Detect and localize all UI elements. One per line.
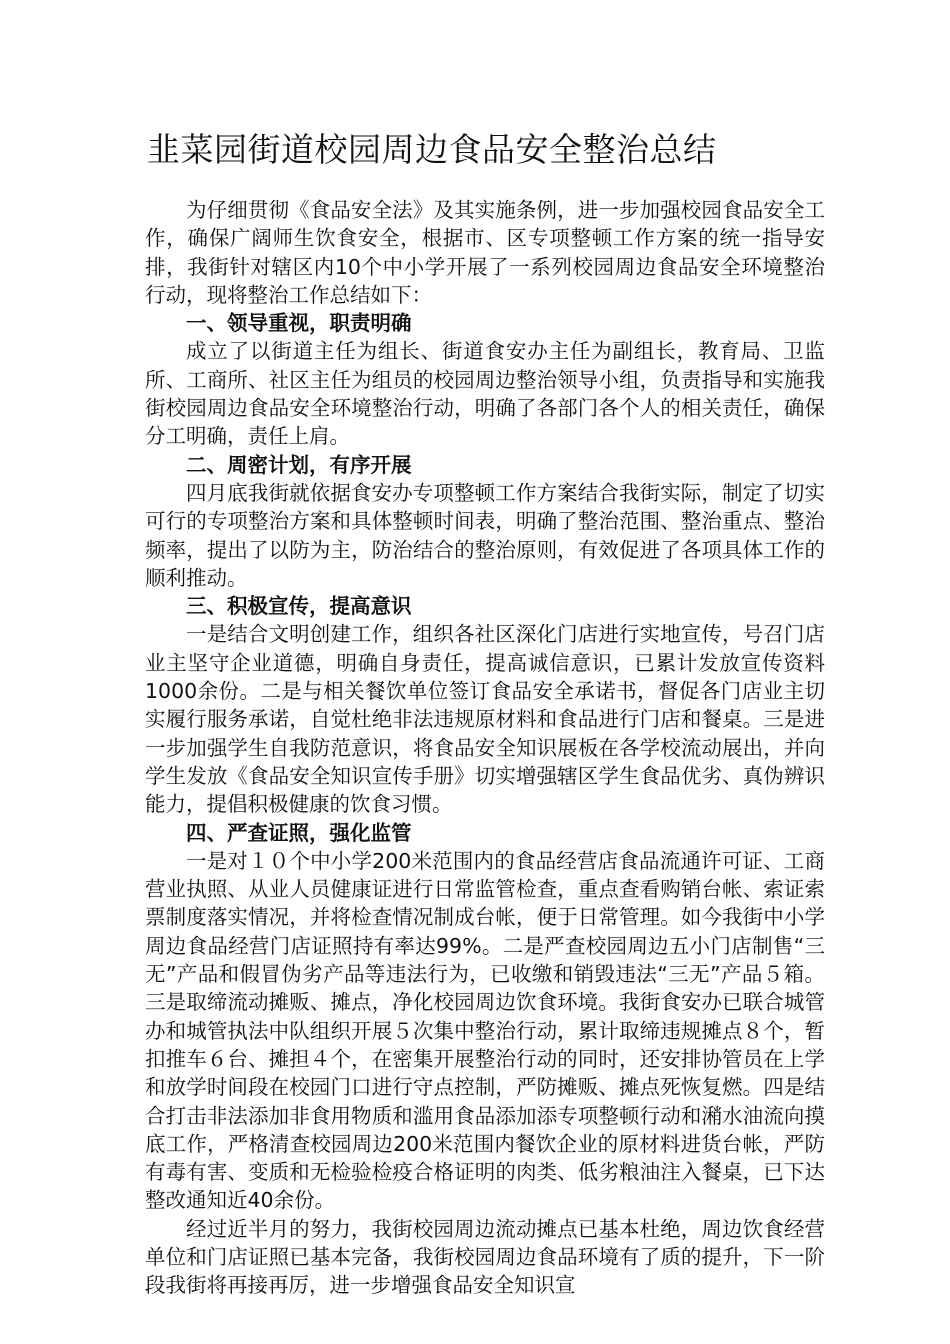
closing-paragraph: 经过近半月的努力，我街校园周边流动摊点已基本杜绝，周边饮食经营单位和门店证照已基本完备，我街校园周边食品环境有了质的提升，下一阶段我街将再接再厉，进一步增强食品安全知识宣 [145,1216,825,1298]
section-heading-4: 四、严查证照，强化监管 [186,820,412,845]
intro-paragraph: 为仔细贯彻《食品安全法》及其实施条例，进一步加强校园食品安全工作，确保广阔师生饮食安全，根据市、区专项整顿工作方案的统一指导安排，我街针对辖区内10个中小学开展了一系列校园周边食品安全环境整治行动，现将整治工作总结如下： [145,198,825,307]
section-heading-2: 二、周密计划，有序开展 [186,452,412,477]
section-paragraph-2: 四月底我街就依据食安办专项整顿工作方案结合我街实际，制定了切实可行的专项整治方案和具体整顿时间表，明确了整治范围、整治重点、整治频率，提出了以防为主，防治结合的整治原则，有效促进了各项具体工作的顺利推动。 [145,480,825,590]
section-heading-3: 三、积极宣传，提高意识 [186,594,412,619]
section-paragraph-4: 一是对１０个中小学200米范围内的食品经营店食品流通许可证、工商营业执照、从业人员健康证进行日常监管检查，重点查看购销台帐、索证索票制度落实情况，并将检查情况制成台帐，便于日常管理。如今我街中小学周边食品经营门店证照持有率达99%。二是严查校园周边五小门店制售“三无”产品和假冒伪劣产品等违法行为，已收缴和销毁违法“三无”产品５箱。三是取缔流动摊贩、摊点，净化校园周边饮食环境。我街食安办已联合城管办和城管执法中队组织开展５次集中整治行动，累计取缔违规摊点８个，暂扣推车６台、摊担４个，在密集开展整治行动的同时，还安排协管员在上学和放学时间段在校园门口进行守点控制，严防摊贩、摊点死恢复燃。四是结合打击非法添加非食用物质和滥用食品添加添专项整顿行动和潲水油流向摸底工作，严格清查校园周边200米范围内餐饮企业的原材料进货台帐，严防有毒有害、变质和无检验检疫合格证明的肉类、低劣粮油注入餐桌，已下达整改通知近40余份。 [145,848,825,1213]
section-heading-1: 一、领导重视，职责明确 [186,311,412,336]
section-paragraph-1: 成立了以街道主任为组长、街道食安办主任为副组长，教育局、卫监所、工商所、社区主任为组员的校园周边整治领导小组，负责指导和实施我街校园周边食品安全环境整治行动，明确了各部门各个人的相关责任，确保分工明确，责任上肩。 [145,339,825,449]
document-title: 韭菜园街道校园周边食品安全整治总结 [147,130,717,169]
section-paragraph-3: 一是结合文明创建工作，组织各社区深化门店进行实地宣传，号召门店业主坚守企业道德，明确自身责任，提高诚信意识，已累计发放宣传资料1000余份。二是与相关餐饮单位签订食品安全承诺书，督促各门店业主切实履行服务承诺，自觉杜绝非法违规原材料和食品进行门店和餐桌。三是进一步加强学生自我防范意识，将食品安全知识展板在各学校流动展出，并向学生发放《食品安全知识宣传手册》切实增强辖区学生食品优劣、真伪辨识能力，提倡积极健康的饮食习惯。 [145,622,825,817]
document-body [145,196,825,1300]
